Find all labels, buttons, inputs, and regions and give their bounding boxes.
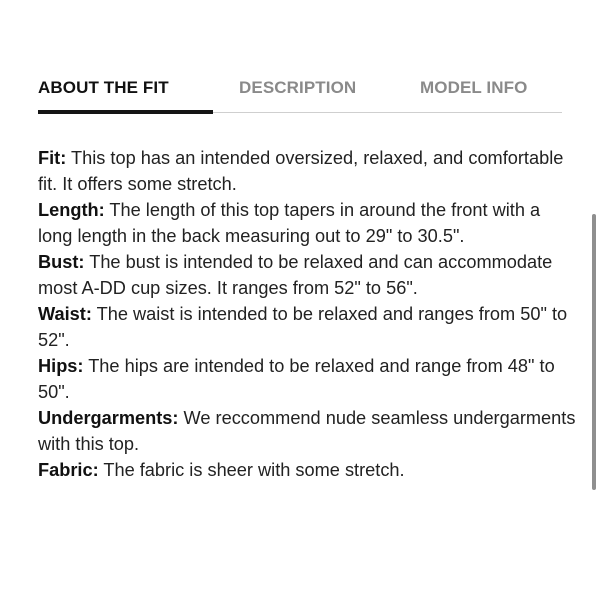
fabric-label: Fabric: xyxy=(38,460,99,480)
bust-detail xyxy=(38,249,578,301)
undergarments-detail xyxy=(38,405,578,457)
hips-detail xyxy=(38,353,578,405)
length-label: Length: xyxy=(38,200,105,220)
fit-text: This top has an intended oversized, relaxed, and comfortable fit. It offers some stretch. xyxy=(38,148,564,194)
bust-text: The bust is intended to be relaxed and can accommodate most A-DD cup sizes. It ranges from 52" to 56". xyxy=(38,252,553,298)
tab-about-the-fit[interactable]: ABOUT THE FIT xyxy=(38,78,169,97)
fit-detail xyxy=(38,145,578,197)
hips-text: The hips are intended to be relaxed and range from 48" to 50". xyxy=(38,356,555,402)
bust-label: Bust: xyxy=(38,252,85,272)
length-detail xyxy=(38,197,578,249)
waist-text: The waist is intended to be relaxed and ranges from 50" to 52". xyxy=(38,304,568,350)
fit-details-content xyxy=(38,145,578,483)
waist-detail xyxy=(38,301,578,353)
vertical-scrollbar[interactable] xyxy=(592,214,596,490)
length-text: The length of this top tapers in around the front with a long length in the back measuring out to 29" to 30.5". xyxy=(38,200,541,246)
fabric-text: The fabric is sheer with some stretch. xyxy=(98,460,405,480)
undergarments-label: Undergarments: xyxy=(38,408,179,428)
tab-bar xyxy=(0,0,600,120)
tab-model-info[interactable]: MODEL INFO xyxy=(420,78,528,97)
active-tab-indicator xyxy=(38,110,213,114)
undergarments-text: We reccommend nude seamless undergarments with this top. xyxy=(38,408,576,454)
fabric-detail xyxy=(38,457,578,483)
waist-label: Waist: xyxy=(38,304,92,324)
fit-label: Fit: xyxy=(38,148,67,168)
hips-label: Hips: xyxy=(38,356,84,376)
tab-description[interactable]: DESCRIPTION xyxy=(239,78,357,97)
